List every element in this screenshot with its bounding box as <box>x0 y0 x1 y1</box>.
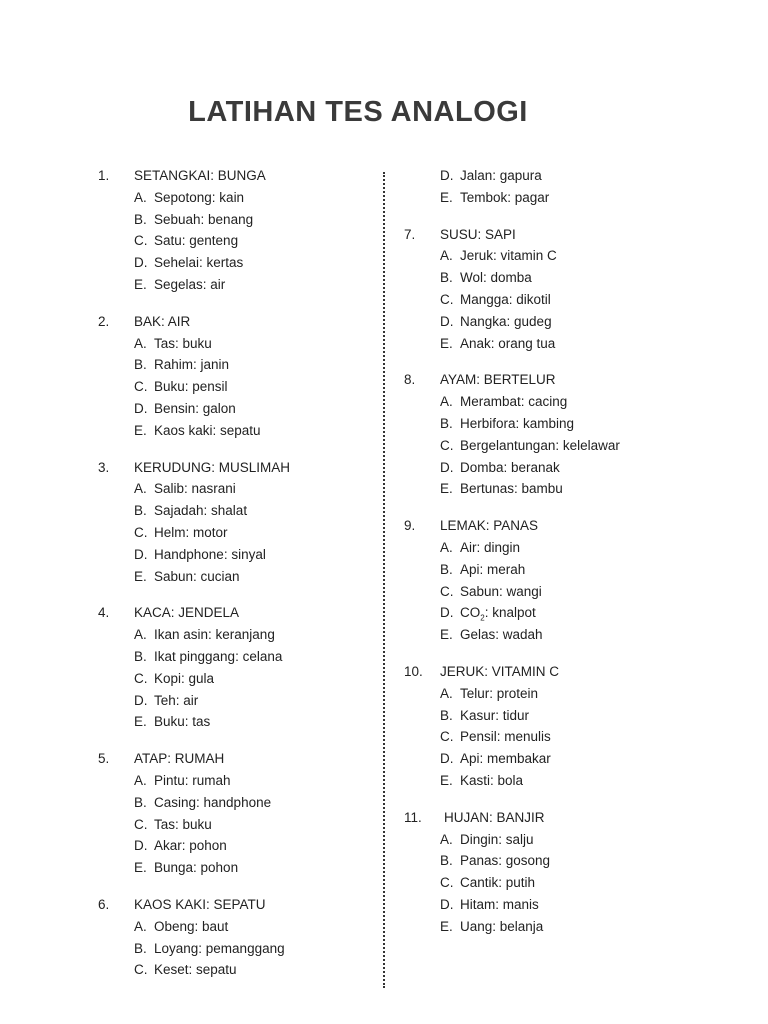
option-b <box>98 354 368 376</box>
option-d <box>404 748 704 770</box>
option-c <box>98 668 368 690</box>
option-letter: B. <box>134 794 147 810</box>
option-letter: B. <box>440 707 453 723</box>
option-letter: E. <box>134 276 147 292</box>
option-d <box>98 398 368 420</box>
option-letter: C. <box>440 875 454 891</box>
question-header <box>98 457 368 479</box>
option-text: Sepotong: kain <box>154 189 245 205</box>
option-e <box>404 916 704 938</box>
option-text: Satu: genteng <box>154 233 239 249</box>
question-text: JERUK: VITAMIN C <box>440 663 560 679</box>
left-column <box>98 165 368 996</box>
option-text: Loyang: pemanggang <box>154 940 285 956</box>
question-1 <box>98 165 368 296</box>
option-e <box>98 711 368 733</box>
option-letter: A. <box>134 335 147 351</box>
question-2 <box>98 311 368 442</box>
question-6-continued <box>404 165 704 209</box>
question-8 <box>404 369 704 500</box>
option-letter: C. <box>134 233 148 249</box>
option-letter: D. <box>134 255 148 271</box>
option-text: Sebuah: benang <box>154 211 254 227</box>
question-header <box>404 807 704 829</box>
option-a <box>404 245 704 267</box>
option-text <box>460 602 536 624</box>
option-c <box>404 726 704 748</box>
option-letter: D. <box>134 400 148 416</box>
question-5 <box>98 748 368 879</box>
question-header <box>98 165 368 187</box>
option-a <box>404 829 704 851</box>
option-a <box>98 333 368 355</box>
option-letter: D. <box>440 751 454 767</box>
option-letter: E. <box>440 772 453 788</box>
option-text: Handphone: sinyal <box>154 546 266 562</box>
question-text: AYAM: BERTELUR <box>440 372 556 388</box>
question-header <box>98 602 368 624</box>
option-letter: D. <box>440 313 454 329</box>
option-text: Sabun: wangi <box>460 583 542 599</box>
option-letter: B. <box>134 357 147 373</box>
option-text: Cantik: putih <box>460 875 536 891</box>
question-9 <box>404 515 704 646</box>
option-text: Ikat pinggang: celana <box>154 648 283 664</box>
option-text: Nangka: gudeg <box>460 313 552 329</box>
option-text: Kasur: tidur <box>460 707 530 723</box>
option-letter: C. <box>134 962 148 978</box>
question-number: 8. <box>404 372 416 388</box>
question-11 <box>404 807 704 938</box>
question-text: LEMAK: PANAS <box>440 518 539 534</box>
question-header <box>404 661 704 683</box>
option-text: Tembok: pagar <box>460 189 550 205</box>
option-b <box>98 646 368 668</box>
option-e <box>98 420 368 442</box>
option-text: Tas: buku <box>154 816 212 832</box>
option-letter: D. <box>440 605 454 621</box>
option-text: Gelas: wadah <box>460 627 543 643</box>
question-number: 9. <box>404 518 416 534</box>
option-text: Mangga: dikotil <box>460 291 551 307</box>
option-e <box>98 274 368 296</box>
option-letter: A. <box>440 685 453 701</box>
right-column <box>404 165 704 953</box>
option-a <box>404 391 704 413</box>
option-text: Casing: handphone <box>154 794 272 810</box>
option-c <box>404 435 704 457</box>
option-text: Bergelantungan: kelelawar <box>460 437 620 453</box>
question-text: SUSU: SAPI <box>440 226 516 242</box>
question-6 <box>98 894 368 981</box>
option-letter: B. <box>134 648 147 664</box>
option-letter: A. <box>134 918 147 934</box>
option-text: Jeruk: vitamin C <box>460 248 557 264</box>
option-text: Api: membakar <box>460 751 551 767</box>
option-letter: A. <box>134 772 147 788</box>
option-b <box>98 938 368 960</box>
option-text: Uang: belanja <box>460 918 544 934</box>
option-c <box>404 581 704 603</box>
option-b <box>98 500 368 522</box>
option-b <box>98 209 368 231</box>
question-text: BAK: AIR <box>134 313 191 329</box>
option-e <box>404 478 704 500</box>
option-letter: C. <box>134 816 148 832</box>
option-a <box>404 537 704 559</box>
option-a <box>98 916 368 938</box>
option-text: Dingin: salju <box>460 831 534 847</box>
option-c <box>98 376 368 398</box>
question-header <box>98 748 368 770</box>
option-c <box>404 872 704 894</box>
co2-formula: CO <box>460 605 481 621</box>
option-letter: E. <box>440 627 453 643</box>
option-c <box>98 230 368 252</box>
option-text: Sehelai: kertas <box>154 255 244 271</box>
option-letter: A. <box>134 189 147 205</box>
option-text: Bertunas: bambu <box>460 481 563 497</box>
option-text: Panas: gosong <box>460 853 551 869</box>
question-header <box>404 369 704 391</box>
option-a <box>98 624 368 646</box>
option-text: Merambat: cacing <box>460 394 568 410</box>
question-header <box>98 311 368 333</box>
option-d <box>98 835 368 857</box>
question-number: 10. <box>404 663 423 679</box>
option-e <box>404 624 704 646</box>
option-text: Bunga: pohon <box>154 860 239 876</box>
option-letter: C. <box>440 437 454 453</box>
option-letter: E. <box>134 422 147 438</box>
option-text: Segelas: air <box>154 276 226 292</box>
option-text: Telur: protein <box>460 685 539 701</box>
option-text: Kasti: bola <box>460 772 524 788</box>
option-b <box>404 267 704 289</box>
option-text: Salib: nasrani <box>154 481 236 497</box>
question-header <box>404 224 704 246</box>
option-letter: A. <box>440 831 453 847</box>
option-letter: B. <box>134 940 147 956</box>
option-letter: D. <box>134 692 148 708</box>
option-d <box>98 544 368 566</box>
question-10 <box>404 661 704 792</box>
question-text: KERUDUNG: MUSLIMAH <box>134 459 291 475</box>
option-e <box>404 333 704 355</box>
question-4 <box>98 602 368 733</box>
option-letter: D. <box>440 459 454 475</box>
option-e <box>98 566 368 588</box>
question-number: 4. <box>98 605 110 621</box>
option-d <box>404 602 704 624</box>
option-letter: B. <box>440 415 453 431</box>
option-text: Api: merah <box>460 561 526 577</box>
option-b <box>98 792 368 814</box>
option-c <box>98 522 368 544</box>
option-text: Kaos kaki: sepatu <box>154 422 261 438</box>
option-letter: A. <box>440 394 453 410</box>
option-text: Bensin: galon <box>154 400 236 416</box>
option-e <box>404 770 704 792</box>
co2-rest: : knalpot <box>484 605 536 621</box>
option-text: Wol: domba <box>460 270 532 286</box>
option-letter: B. <box>440 561 453 577</box>
option-letter: E. <box>134 860 147 876</box>
option-e <box>98 857 368 879</box>
option-b <box>404 850 704 872</box>
option-text: Air: dingin <box>460 539 521 555</box>
option-c <box>98 959 368 981</box>
option-c <box>98 814 368 836</box>
option-a <box>98 770 368 792</box>
option-letter: D. <box>440 168 454 183</box>
option-text: Teh: air <box>154 692 199 708</box>
option-letter: C. <box>134 670 148 686</box>
question-text: KAOS KAKI: SEPATU <box>134 896 266 912</box>
option-letter: B. <box>134 503 147 519</box>
option-letter: D. <box>134 546 148 562</box>
option-text: Jalan: gapura <box>460 168 542 183</box>
question-number: 11. <box>404 809 422 825</box>
option-text: Rahim: janin <box>154 357 230 373</box>
option-letter: D. <box>440 896 454 912</box>
option-letter: B. <box>134 211 147 227</box>
question-header <box>404 515 704 537</box>
option-d <box>404 311 704 333</box>
option-c <box>404 289 704 311</box>
question-number: 3. <box>98 459 110 475</box>
column-divider <box>383 172 385 988</box>
option-letter: E. <box>440 918 453 934</box>
option-text: Ikan asin: keranjang <box>154 627 275 643</box>
question-text: SETANGKAI: BUNGA <box>134 168 266 183</box>
option-a <box>98 478 368 500</box>
question-7 <box>404 224 704 355</box>
question-number: 2. <box>98 313 110 329</box>
option-letter: E. <box>440 335 453 351</box>
question-text: HUJAN: BANJIR <box>444 809 545 825</box>
option-a <box>404 683 704 705</box>
option-text: Kopi: gula <box>154 670 215 686</box>
option-letter: C. <box>440 291 454 307</box>
option-letter: A. <box>440 248 453 264</box>
option-text: Buku: tas <box>154 714 211 730</box>
option-text: Hitam: manis <box>460 896 539 912</box>
option-letter: E. <box>134 568 147 584</box>
option-letter: B. <box>440 853 453 869</box>
option-letter: C. <box>440 729 454 745</box>
option-letter: A. <box>134 481 147 497</box>
option-letter: A. <box>440 539 453 555</box>
option-letter: B. <box>440 270 453 286</box>
question-number: 5. <box>98 751 110 767</box>
option-d <box>98 252 368 274</box>
question-number: 6. <box>98 896 110 912</box>
question-number: 7. <box>404 226 416 242</box>
option-letter: C. <box>134 379 148 395</box>
co2-subscript: 2 <box>480 614 485 624</box>
question-number: 1. <box>98 168 110 183</box>
option-text: Anak: orang tua <box>460 335 556 351</box>
question-header <box>98 894 368 916</box>
page-title: LATIHAN TES ANALOGI <box>188 96 528 128</box>
question-3 <box>98 457 368 588</box>
option-b <box>404 705 704 727</box>
option-text: Buku: pensil <box>154 379 228 395</box>
option-a <box>98 187 368 209</box>
question-text: ATAP: RUMAH <box>134 751 225 767</box>
option-text: Obeng: baut <box>154 918 229 934</box>
option-text: Akar: pohon <box>154 838 227 854</box>
option-letter: E. <box>134 714 147 730</box>
option-text: Sabun: cucian <box>154 568 240 584</box>
question-text: KACA: JENDELA <box>134 605 240 621</box>
option-letter: A. <box>134 627 147 643</box>
option-text: Sajadah: shalat <box>154 503 248 519</box>
option-text: Pensil: menulis <box>460 729 551 745</box>
option-text: Herbifora: kambing <box>460 415 575 431</box>
option-b <box>404 413 704 435</box>
option-text: Domba: beranak <box>460 459 560 475</box>
option-text: Pintu: rumah <box>154 772 231 788</box>
option-letter: E. <box>440 481 453 497</box>
option-letter: C. <box>134 524 148 540</box>
option-d <box>98 690 368 712</box>
option-text: Keset: sepatu <box>154 962 237 978</box>
option-e <box>404 187 704 209</box>
option-letter: D. <box>134 838 148 854</box>
option-text: Tas: buku <box>154 335 212 351</box>
option-d <box>404 894 704 916</box>
option-d <box>404 165 704 187</box>
option-d <box>404 457 704 479</box>
option-text: Helm: motor <box>154 524 228 540</box>
option-letter: C. <box>440 583 454 599</box>
option-b <box>404 559 704 581</box>
option-letter: E. <box>440 189 453 205</box>
